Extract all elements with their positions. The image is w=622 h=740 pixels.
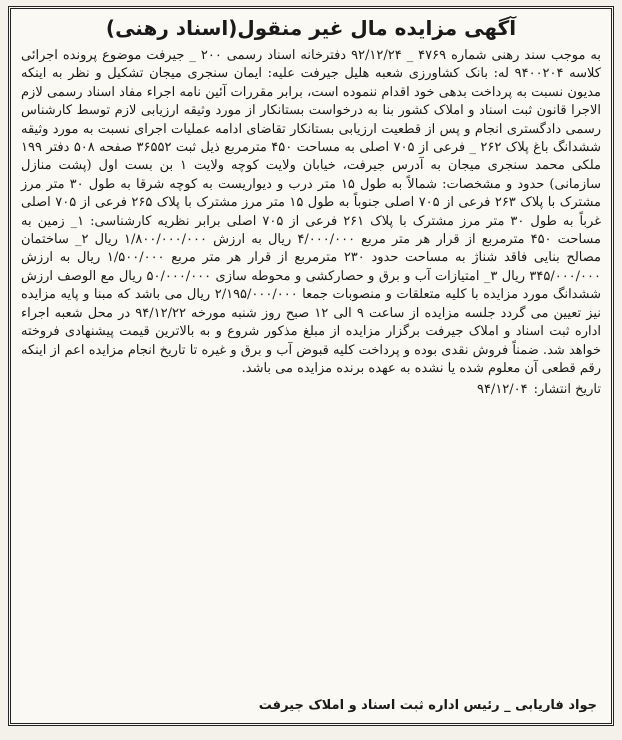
auction-notice <box>8 6 614 726</box>
publish-date: ۹۴/۱۲/۰۴ <box>476 382 528 398</box>
signature-line: جواد فاریابی _ رئیس اداره ثبت اسناد و املاک جیرفت <box>258 698 597 713</box>
notice-body: به موجب سند رهنی شماره ۴۷۶۹ _ ۹۲/۱۲/۲۴ دفترخانه اسناد رسمی ۲۰۰ _ جیرفت موضوع پرونده اجرائی کلاسه ۹۴۰۰۲۰۴ له: بانک کشاورزی شعبه هلیل جیرفت علیه: ایمان سنجری میجان تشکیل و نظر به اینکه مدیون نسبت به پرداخت بدهی خود اقدام ننموده است، برابر مقررات آئین نامه اجراء مفاد اسناد رسمی لازم الاجرا قانون ثبت اسناد و املاک کشور بنا به درخواست بستانکار از مورد وثیقه ارزیابی لازم توسط کارشناس رسمی دادگستری انجام و پس از قطعیت ارزیابی بستانکار تقاضای ادامه عملیات اجرای نسبت به مورد وثیقه ششدانگ باغ پلاک ۲۶۲ _ فرعی از ۷۰۵ اصلی به مساحت ۴۵۰ مترمربع ذیل ثبت ۳۶۵۵۲ صفحه ۵۰۸ دفتر ۱۹۹ ملکی محمد سنجری میجان به آدرس جیرفت، خیابان ولایت کوچه ولایت ۱ بن بست اول (پشت منازل سازمانی) حدود و مشخصات: شمالاً به طول ۱۵ متر درب و دیواریست به کوچه شرقا به طول ۳۰ متر مرز مشترک با پلاک ۲۶۳ فرعی از ۷۰۵ اصلی جنوباً به طول ۱۵ متر مرز مشترک با پلاک ۲۶۵ فرعی از ۷۰۵ اصلی غرباً به طول ۳۰ متر مرز مشترک با پلاک ۲۶۱ فرعی از ۷۰۵ اصلی برابر نظریه کارشناسی: ۱_ زمین به مساحت ۴۵۰ مترمربع از قرار هر متر مربع ۴/۰۰۰/۰۰۰ ریال به ارزش ۱/۸۰۰/۰۰۰/۰۰۰ ریال ۲_ ساختمان مصالح بنایی فاقد شناژ به مساحت حدود ۲۳۰ مترمربع از قرار هر متر مربع ۱/۵۰۰/۰۰۰ ریال به ارزش ۳۴۵/۰۰۰/۰۰۰ ریال ۳_ امتیازات آب و برق و حصارکشی و محوطه سازی ۵۰/۰۰۰/۰۰۰ ریال مع الوصف ارزش ششدانگ مورد مزایده با کلیه متعلقات و منصوبات جمعا ۲/۱۹۵/۰۰۰/۰۰۰ ریال می باشد که مبنا و پایه مزایده نیز تعیین می گردد جلسه مزایده از ساعت ۹ الی ۱۲ صبح روز شنبه مورخه ۹۴/۱۲/۲۲ در محل شعبه اجراء اداره ثبت اسناد و املاک جیرفت برگزار مزایده از مبلغ مذکور شروع و به بالاترین قیمت پیشنهادی فروخته خواهد شد. ضمناً فروش نقدی بوده و پرداخت کلیه قبوض آب و برق و غیره تا تاریخ انجام مزایده اعم از اینکه رقم قطعی آن معلوم شده یا نشده به عهده برنده مزایده می باشد. <box>21 48 602 376</box>
notice-title: آگهی مزایده مال غیر منقول(اسناد رهنی) <box>105 16 517 40</box>
publish-date-line <box>21 380 601 400</box>
publish-date-label: تاریخ انتشار: <box>533 382 601 398</box>
